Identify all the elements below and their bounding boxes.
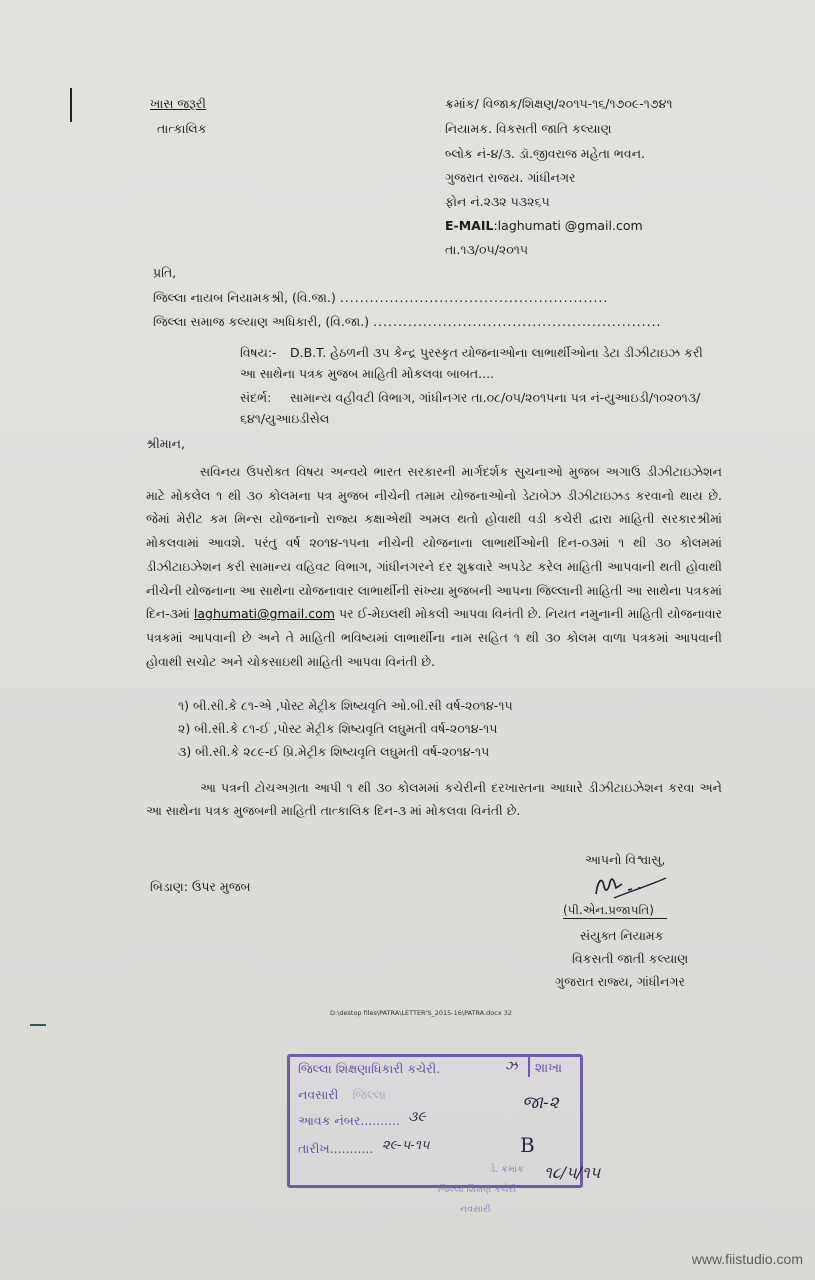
list-item: ૩) બી.સી.કે ૨૮૯-ઈ પ્રિ.મેટ્રીક શિષ્યવૃતિ લઘુમતી વર્ષ-૨૦૧૪-૧૫ <box>178 744 490 759</box>
email-label: E-MAIL <box>445 218 494 233</box>
reference-text: સામાન્ય વહીવટી વિભાગ, ગાંધીનગર તા.૦૮/૦૫/૨૦૧૫ના પત્ર નં-યુઆઇડી/૧૦૨૦૧૩/ ૬૪૧/યુઆઇડીસેલ <box>240 390 701 426</box>
enclosure-note: બિડાણ: ઉપર મુજબ <box>150 879 251 894</box>
body-email: laghumati@gmail.com <box>193 606 335 622</box>
subject-block <box>240 342 720 429</box>
faint-stamp-line2: જિલ્લા શિક્ષણ કચેરી <box>438 1184 517 1195</box>
stamp-city-row <box>298 1087 386 1103</box>
yours-faithfully: આપનો વિશ્વાસુ, <box>585 852 666 867</box>
watermark: www.fiistudio.com <box>691 1251 803 1267</box>
side-note: જા-૨ <box>522 1093 559 1113</box>
stamp-divider <box>528 1057 530 1077</box>
office-name: નિયામક. વિકસતી જાતિ કલ્યાણ <box>445 121 612 136</box>
office-state: ગુજરાત રાજય. ગાંધીનગર <box>445 170 576 185</box>
recipient-1-title: જિલ્લા નાયબ નિયામકશ્રી, (વિ.જા.) <box>153 290 336 305</box>
signatory-designation: સંયુક્ત નિયામક <box>580 928 664 943</box>
to-label: પ્રતિ, <box>153 265 177 280</box>
stamp-inward-value: ૩૯ <box>408 1109 426 1125</box>
closing-paragraph <box>146 776 722 822</box>
signature-underline <box>563 918 667 919</box>
stamp-date-row <box>298 1141 373 1157</box>
stamp-office: જિલ્લા શિક્ષણાધિકારી કચેરી. <box>298 1061 441 1076</box>
handwritten-signature: ૧૮/૫/૧૫ <box>544 1163 601 1182</box>
signatory-department: વિકસતી જાતી કલ્યાણ <box>572 951 689 966</box>
signatory-name: (પી.એન.પ્રજાપતિ) <box>563 903 654 917</box>
recipient-2-dots: .......................................................... <box>373 314 662 329</box>
side-mark: B <box>520 1133 535 1157</box>
stamp-branch: શાખા <box>535 1061 563 1076</box>
signature-mark <box>588 872 668 902</box>
list-item: ૧) બી.સી.કે ૮૧-એ ,પોસ્ટ મેટ્રીક શિષ્યવૃતિ ઓ.બી.સી વર્ષ-૨૦૧૪-૧૫ <box>178 698 513 713</box>
letter-date: તા.૧૩/૦૫/૨૦૧૫ <box>445 242 529 257</box>
office-email <box>445 218 643 233</box>
stamp-inward-row <box>298 1113 400 1129</box>
office-address: બ્લોક નં-૪/૩. ડૉ.જીવરાજ મહેતા ભવન. <box>445 146 645 161</box>
file-path: D:\destop files\PATRA\LETTER'S_2015-16\PATRA.docx 32 <box>330 1009 513 1017</box>
subject-line <box>240 342 720 384</box>
stamp-date-dots: ........... <box>329 1141 374 1156</box>
recipient-1-dots: ...................................................... <box>339 290 609 305</box>
stamp-city: નવસારી <box>298 1087 339 1102</box>
recipient-1 <box>153 290 608 306</box>
faint-stamp-line1: ડે. ક્રમાંક <box>490 1164 524 1175</box>
stamp-initial: ઝ <box>505 1059 518 1074</box>
schemes-list <box>178 694 513 763</box>
list-item: ૨) બી.સી.કે ૮૧-ઈ ,પોસ્ટ મેટ્રીક શિષ્યવૃતિ લઘુમતી વર્ષ-૨૦૧૪-૧૫ <box>178 721 498 736</box>
margin-mark <box>70 88 72 122</box>
stamp-inward-dots: .......... <box>360 1113 401 1128</box>
signatory-place: ગુજરાત રાજ્ય, ગાંધીનગર <box>555 974 685 989</box>
subject-label: વિષય:- <box>240 345 277 360</box>
reference-line <box>240 387 720 429</box>
stamp-date-label: તારીખ <box>298 1141 330 1156</box>
urgent-label: ખાસ જરૂરી <box>150 96 206 111</box>
recipient-2-title: જિલ્લા સમાજ કલ્યાણ અધિકારી, (વિ.જા.) <box>153 314 370 329</box>
body-paragraph <box>146 460 722 673</box>
subject-text: D.B.T. હેઠળની ૩૫ કેન્દ્ર પુરસ્કૃત યોજનાઓના લાભાર્થીઓના ડેટા ડીઝીટાઇઝ કરી આ સાથેના પત્રક મુજબ માહિતી મોકલવા બાબત.... <box>240 345 703 381</box>
reference-number: ક્રમાંક/ વિજાક/શિક્ષણ/૨૦૧૫-૧૬/૧૭૦૯-૧૭૪૧ <box>445 96 673 111</box>
reference-label: સંદર્ભ: <box>240 390 272 405</box>
stamp-city-faint: જિલ્લા <box>352 1087 386 1102</box>
immediate-label: તાત્કાલિક <box>157 121 207 136</box>
stamp-inward-label: આવક નંબર <box>298 1113 361 1128</box>
email-value: :laghumati @gmail.com <box>493 218 643 233</box>
body-text: સવિનય ઉપરોક્ત વિષય અન્વયે ભારત સરકારની માર્ગદર્શક સુચનાઓ મુજબ અગાઉ ડીઝીટાઇઝેશન માટે મોકલેલ ૧ થી ૩૦ કોલમના પત્ર મુજબ નીચેની તમામ યોજનાઓનો ડેટાબેઝ ડીઝીટાઇઝડ કરવાનો થાય છે. જેમાં મેરીટ કમ મિન્સ યોજનાનો રાજ્ય કક્ષાએથી અમલ થતો હોવાથી વડી કચેરી દ્વારા માહિતી સરકારશ્રીમાં મોકલવામાં આવશે. પરંતુ વર્ષ ૨૦૧૪-૧૫ના નીચેની યોજનાના લાભાર્થીઓની દિન-૦૩માં ૧ થી ૩૦ કોલમમાં ડીઝીટાઇઝેશન કરી સામાન્ય વહિવટ વિભાગ, ગાંધીનગરને દર શુક્રવારે અપડેટ કરેલ માહિતી આપવાની થતી હોવાથી નીચેની યોજનાના આ સાથેના યોજનાવાર લાભાર્થીની સંખ્યા મુજબની આપના જિલ્લાની માહિતી આ સાથેના પત્રકમાં દિન-૩માં <box>146 464 722 622</box>
closing-text: આ પત્રની ટોચઅગ્રતા આપી ૧ થી ૩૦ કોલમમાં કચેરીની દરખાસ્તના આધારે ડીઝીટાઇઝેશન કરવા અને આ સાથેના પત્રક મુજબની માહિતી તાત્કાલિક દિન-૩ માં મોકલવા વિનંતી છે. <box>146 780 722 818</box>
salutation: શ્રીમાન, <box>146 436 185 451</box>
stamp-date-value: ૨૯-૫-૧૫ <box>382 1138 430 1153</box>
margin-dash <box>30 1024 46 1026</box>
recipient-2 <box>153 314 662 330</box>
body-text-cont: પર ઈ-મેઇલથી મોકલી આપવા વિનંતી છે. નિયત નમુનાની માહિતી યોજનાવાર પત્રકમાં આપવાની છે અને તે માહિતી ભવિષ્યમાં લાભાર્થીના નામ સહિત ૧ થી ૩૦ કોલમ વાળા પત્રકમાં આપવાની હોવાથી સચોટ અને ચોકસાઇથી માહિતી આપવા વિનંતી છે. <box>146 606 722 669</box>
office-phone: ફોન નં.૨૩૨ ૫૩૨૬૫ <box>445 194 550 209</box>
faint-stamp-line3: નવસારી <box>460 1204 491 1215</box>
